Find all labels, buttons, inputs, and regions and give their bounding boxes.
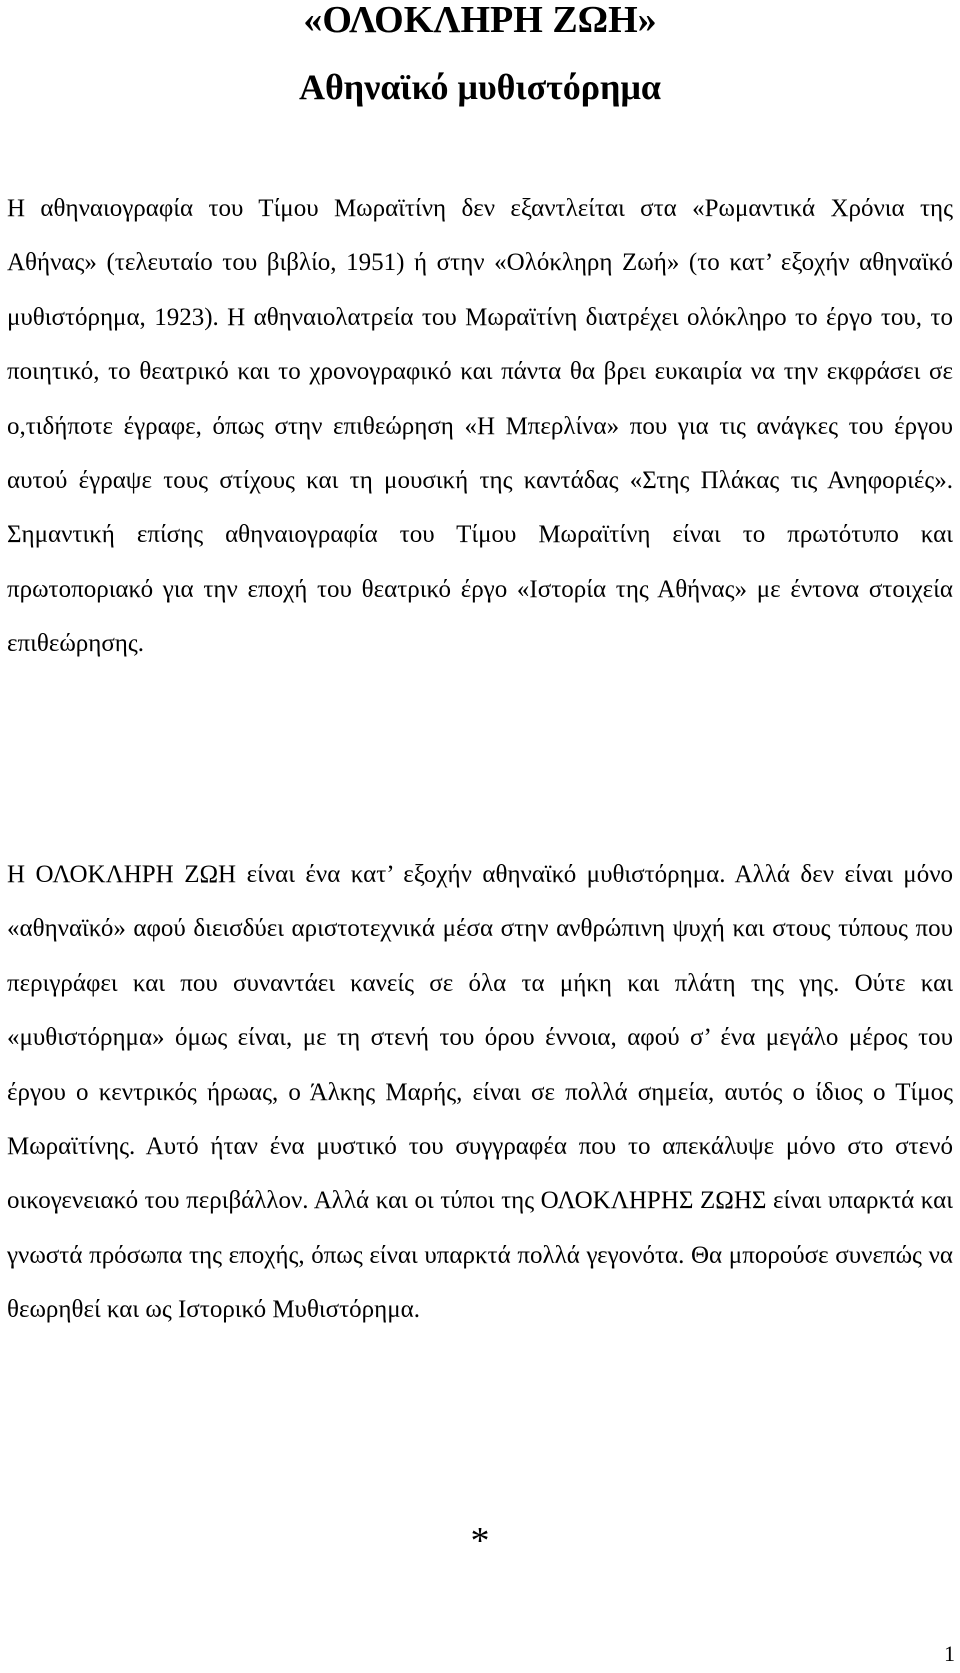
body-paragraph-2: Η ΟΛΟΚΛΗΡΗ ΖΩΗ είναι ένα κατ’ εξοχήν αθηναϊκό μυθιστόρημα. Αλλά δεν είναι μόνο «αθηναϊκό» αφού διεισδύει αριστοτεχνικά μέσα στην ανθρώπινη ψυχή και στους τύπους που περιγράφει και που συναντάει κανείς σε όλα τα μήκη και πλάτη της γης. Ούτε και «μυθιστόρημα» όμως είναι, με τη στενή του όρου έννοια, αφού σ’ ένα μεγάλο μέρος του έργου ο κεντρικός ήρωας, ο Άλκης Μαρής, είναι σε πολλά σημεία, αυτός ο ίδιος ο Τίμος Μωραϊτίνης. Αυτό ήταν ένα μυστικό του συγγραφέα που το απεκάλυψε μόνο στο στενό οικογενειακό του περιβάλλον. Αλλά και οι τύποι της ΟΛΟΚΛΗΡΗΣ ΖΩΗΣ είναι υπαρκτά και γνωστά πρόσωπα της εποχής, όπως είναι υπαρκτά πολλά γεγονότα. Θα μπορούσε συνεπώς να θεωρηθεί και ως Ιστορικό Μυθιστόρημα. bbox=[7, 861, 953, 1324]
page-number: 1 bbox=[944, 1641, 955, 1666]
document-title: «ΟΛΟΚΛΗΡΗ ΖΩΗ» bbox=[303, 0, 657, 41]
document-subtitle: Αθηναϊκό μυθιστόρημα bbox=[299, 67, 661, 107]
body-paragraph-1: Η αθηναιογραφία του Τίμου Μωραϊτίνη δεν εξαντλείται στα «Ρωμαντικά Χρόνια της Αθήνας» (τελευταίο του βιβλίο, 1951) ή στην «Ολόκληρη Ζωή» (το κατ’ εξοχήν αθηναϊκό μυθιστόρημα, 1923). Η αθηναιολατρεία του Μωραϊτίνη διατρέχει ολόκληρο το έργο του, το ποιητικό, το θεατρικό και το χρονογραφικό και πάντα θα βρει ευκαιρία να την εκφράσει σε ο,τιδήποτε έγραφε, όπως στην επιθεώρηση «Η Μπερλίνα» που για τις ανάγκες του έργου αυτού έγραψε τους στίχους και τη μουσική της καντάδας «Στης Πλάκας τις Ανηφοριές». Σημαντική επίσης αθηναιογραφία του Τίμου Μωραϊτίνη είναι το πρωτότυπο και πρωτοποριακό για την εποχή του θεατρικό έργο «Ιστορία της Αθήνας» με έντονα στοιχεία επιθεώρησης. bbox=[7, 195, 953, 658]
section-separator: * bbox=[470, 1520, 490, 1562]
